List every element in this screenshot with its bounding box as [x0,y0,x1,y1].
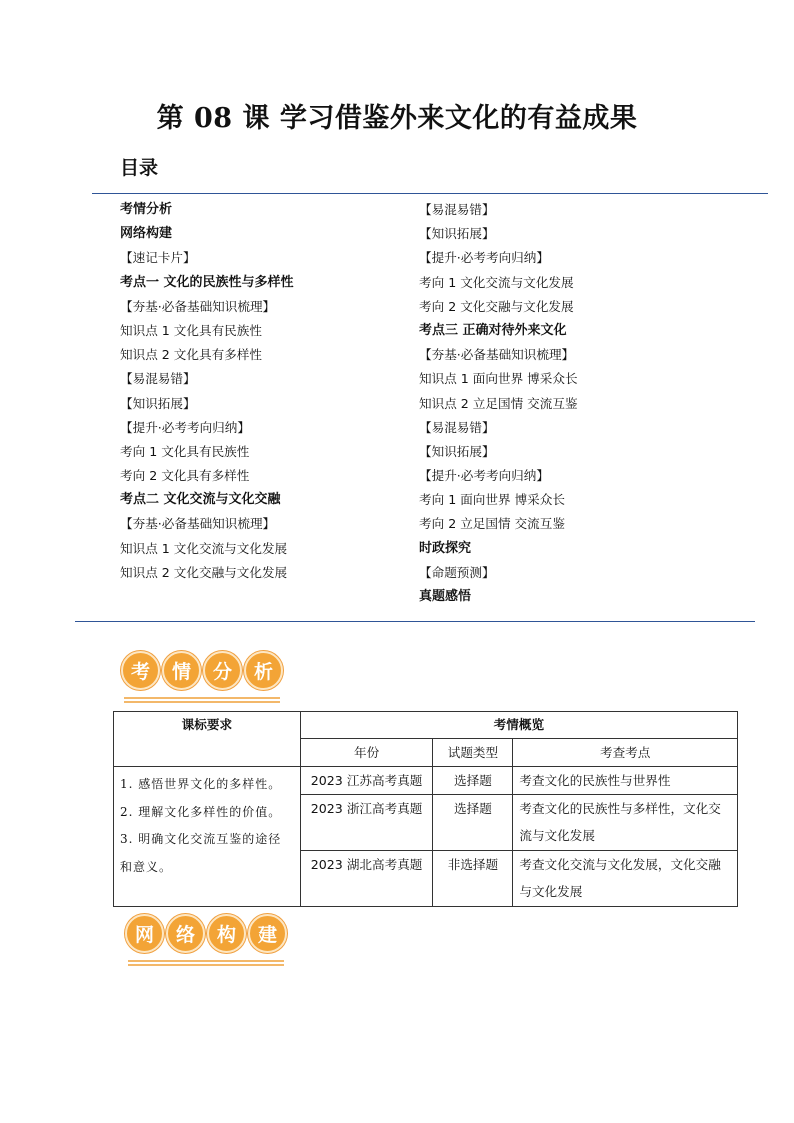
toc-item[interactable]: 考向 1 文化具有民族性 [120,443,250,459]
badge-char: 网 [125,914,164,953]
requirement-line: 3. 明确文化交流互鉴的途径 [120,832,282,846]
toc-item[interactable]: 【速记卡片】 [120,250,196,266]
toc-bottom-divider [75,621,755,622]
row2-year: 2023 浙江高考真题 [300,795,433,851]
requirements-cell [114,767,301,907]
subheader-year: 年份 [300,739,433,767]
toc-item[interactable]: 时政探究 [419,540,472,556]
row1-type: 选择题 [433,767,513,795]
badge-char: 析 [244,651,283,690]
row3-points: 考查文化交流与文化发展，文化交融与文化发展 [513,851,738,907]
badge-underline [128,960,284,962]
toc-item[interactable]: 【命题预测】 [419,564,495,580]
toc-item[interactable]: 网络构建 [120,226,173,242]
toc-item[interactable]: 【夯基·必备基础知识梳理】 [419,347,575,363]
toc-item[interactable]: 【提升·必考考向归纳】 [120,419,250,435]
badge-underline [124,697,280,699]
row1-points: 考查文化的民族性与世界性 [513,767,738,795]
badge-underline [128,964,284,966]
toc-item[interactable]: 【易混易错】 [419,419,495,435]
toc-item[interactable]: 考点一 文化的民族性与多样性 [120,274,294,290]
toc-item[interactable]: 知识点 1 面向世界 博采众长 [419,371,578,387]
row3-type: 非选择题 [433,851,513,907]
toc-item[interactable]: 考向 2 文化具有多样性 [120,468,250,484]
badge-char: 络 [166,914,205,953]
badge-char: 考 [121,651,160,690]
toc-item[interactable]: 考点二 文化交流与文化交融 [120,492,281,508]
badge-underline [124,701,280,703]
toc-item[interactable]: 考向 2 立足国情 交流互鉴 [419,516,565,532]
toc-item[interactable]: 【提升·必考考向归纳】 [419,250,549,266]
toc-item[interactable]: 【知识拓展】 [120,395,196,411]
toc-item[interactable]: 考向 1 面向世界 博采众长 [419,492,565,508]
row3-year: 2023 湖北高考真题 [300,851,433,907]
badge-char: 构 [207,914,246,953]
badge-char: 分 [203,651,242,690]
badge-char: 建 [248,914,287,953]
toc-item[interactable]: 考向 1 文化交流与文化发展 [419,274,574,290]
toc-item[interactable]: 知识点 1 文化具有民族性 [120,322,262,338]
toc-item[interactable]: 真题感悟 [419,589,472,604]
toc-item[interactable]: 【知识拓展】 [419,226,495,242]
toc-top-divider [92,193,768,194]
subheader-type: 试题类型 [433,739,513,767]
header-overview: 考情概览 [300,712,737,739]
exam-overview-table [113,711,738,907]
row2-points: 考查文化的民族性与多样性，文化交流与文化发展 [513,795,738,851]
requirement-line: 2. 理解文化多样性的价值。 [120,804,282,819]
requirement-line: 1. 感悟世界文化的多样性。 [120,777,282,791]
toc-item[interactable]: 知识点 2 文化具有多样性 [120,347,262,363]
toc-item[interactable]: 【夯基·必备基础知识梳理】 [120,298,276,314]
section-badge-exam-analysis [121,651,283,690]
toc-right-column [419,198,719,609]
toc-item[interactable]: 【知识拓展】 [419,443,495,459]
badge-char: 情 [162,651,201,690]
toc-item[interactable]: 知识点 2 立足国情 交流互鉴 [419,395,578,411]
page-title: 第 08 课 学习借鉴外来文化的有益成果 [156,103,638,134]
toc-left-column [120,198,420,585]
toc-item[interactable]: 【易混易错】 [419,202,495,217]
toc-item[interactable]: 考向 2 文化交融与文化发展 [419,298,574,314]
toc-item[interactable]: 【夯基·必备基础知识梳理】 [120,516,276,532]
toc-heading: 目录 [120,157,159,179]
toc-item[interactable]: 知识点 2 文化交融与文化发展 [120,564,288,580]
row1-year: 2023 江苏高考真题 [300,767,433,795]
toc-item[interactable]: 【易混易错】 [120,371,196,387]
toc-item[interactable]: 考情分析 [120,202,173,217]
row2-type: 选择题 [433,795,513,851]
section-badge-network [125,914,287,953]
requirement-line: 和意义。 [120,859,173,874]
toc-item[interactable]: 【提升·必考考向归纳】 [419,468,549,484]
toc-item[interactable]: 知识点 1 文化交流与文化发展 [120,540,288,556]
toc-item[interactable]: 考点三 正确对待外来文化 [419,322,567,338]
subheader-points: 考查考点 [513,739,738,767]
header-requirements: 课标要求 [114,712,301,767]
